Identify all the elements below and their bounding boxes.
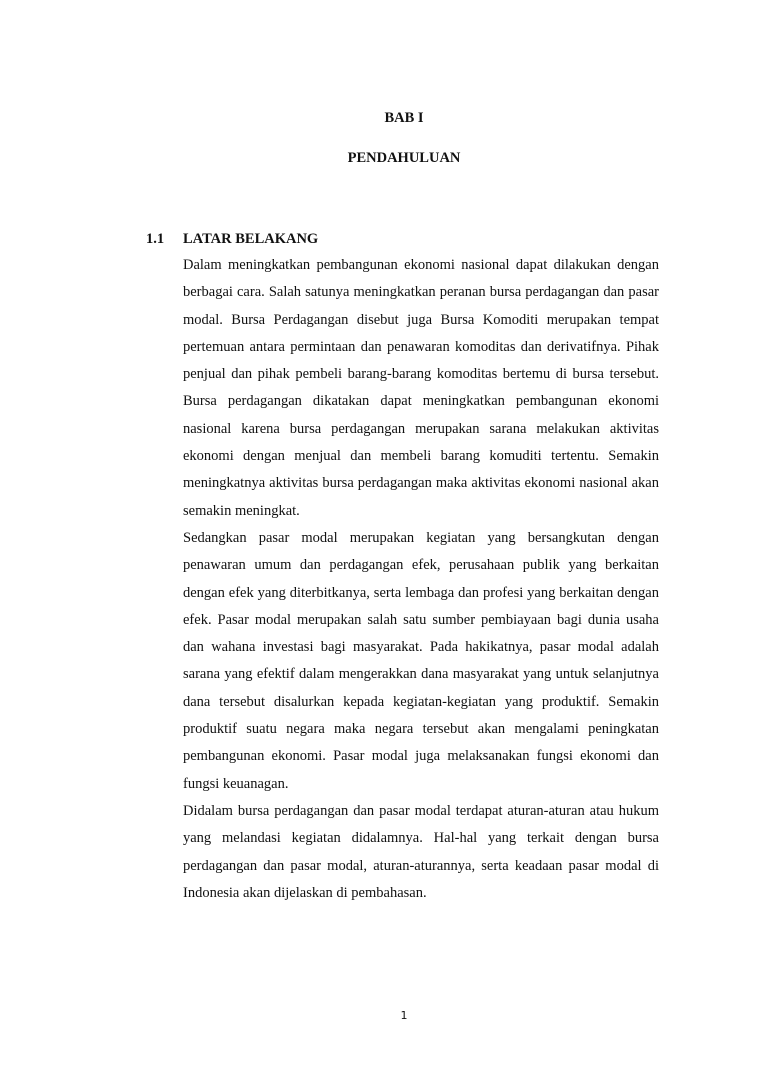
section-number: 1.1 bbox=[146, 231, 165, 247]
section-title: LATAR BELAKANG bbox=[183, 231, 319, 247]
section-heading bbox=[146, 231, 318, 248]
chapter-label: BAB I bbox=[384, 110, 424, 126]
page-number: 1 bbox=[400, 1009, 408, 1022]
paragraph-aturan: Didalam bursa perdagangan dan pasar modal terdapat aturan-aturan atau hukum yang melandasi kegiatan didalamnya. Hal-hal yang terkait dengan bursa perdagangan dan pasar modal, aturan-aturannya, serta keadaan pasar modal di Indonesia akan dijelaskan di pembahasan. bbox=[183, 802, 659, 901]
body-text bbox=[183, 252, 659, 907]
chapter-title: PENDAHULUAN bbox=[347, 150, 461, 166]
paragraph-bursa-perdagangan: Dalam meningkatkan pembangunan ekonomi nasional dapat dilakukan dengan berbagai cara. Salah satunya meningkatkan peranan bursa perdagangan dan pasar modal. Bursa Perdagangan disebut juga Bursa Komoditi merupakan tempat pertemuan antara permintaan dan penawaran komoditas dan derivatifnya. Pihak penjual dan pihak pembeli barang-barang komoditas bertemu di bursa tersebut. Bursa perdagangan dikatakan dapat meningkatkan pembangunan ekonomi nasional karena bursa perdagangan merupakan sarana melakukan aktivitas ekonomi dengan menjual dan membeli barang komuditi tertentu. Semakin meningkatnya aktivitas bursa perdagangan maka aktivitas ekonomi nasional akan semakin meningkat. bbox=[183, 257, 659, 519]
paragraph-pasar-modal: Sedangkan pasar modal merupakan kegiatan yang bersangkutan dengan penawaran umum dan perdagangan efek, perusahaan publik yang berkaitan dengan efek yang diterbitkanya, serta lembaga dan profesi yang berkaitan dengan efek. Pasar modal merupakan salah satu sumber pembiayaan bagi dunia usaha dan wahana investasi bagi masyarakat. Pada hakikatnya, pasar modal adalah sarana yang efektif dalam mengerakkan dana masyarakat yang untuk selanjutnya dana tersebut disalurkan kepada kegiatan-kegiatan yang produktif. Semakin produktif suatu negara maka negara tersebut akan mengalami peningkatan pembangunan ekonomi. Pasar modal juga melaksanakan fungsi ekonomi dan fungsi keuanagan. bbox=[183, 529, 659, 792]
